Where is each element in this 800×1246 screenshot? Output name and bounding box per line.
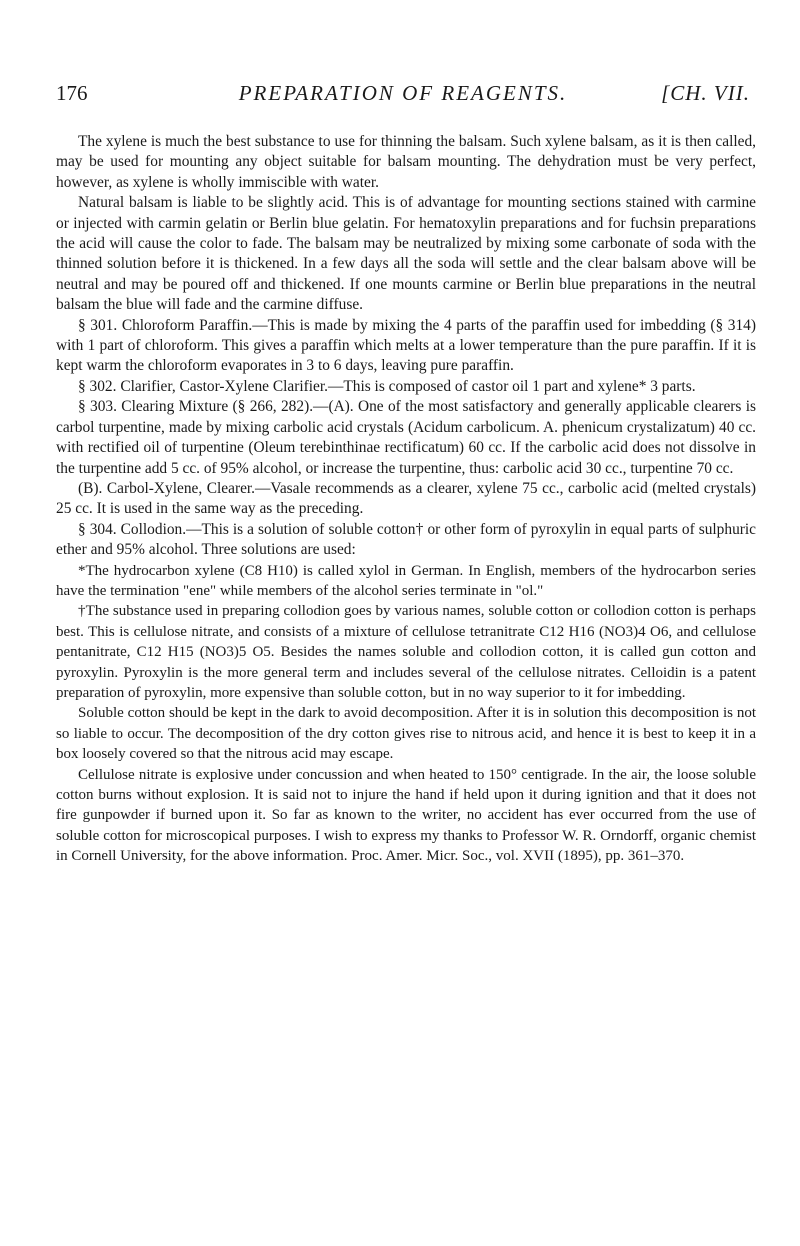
running-title: PREPARATION OF REAGENTS. [238, 81, 568, 105]
paragraph: § 301. Chloroform Paraffin.—This is made by mixing the 4 parts of the paraffin used for imbedding (§ 314) with 1 part of chloroform. This gives a paraffin which melts at a lower temperature than the pure paraffin. If it is kept warm the chloroform evaporates in 3 to 6 days, leaving pure paraffin. [56, 316, 756, 375]
body-text [56, 132, 756, 867]
paragraph: (B). Carbol-Xylene, Clearer.—Vasale recommends as a clearer, xylene 75 cc., carbolic acid (melted crystals) 25 cc. It is used in the same way as the preceding. [56, 479, 756, 518]
chapter-label: [CH. VII. [661, 81, 750, 105]
paragraph: § 303. Clearing Mixture (§ 266, 282).—(A). One of the most satisfactory and generally applicable clearers is carbol turpentine, made by mixing carbolic acid crystals (Acidum carbolicum. A. phenicum crystalizatum) 40 cc. with rectified oil of turpentine (Oleum terebinthinae rectificatum) 60 cc. If the carbolic acid does not dissolve in the turpentine add 5 cc. of 95% alcohol, or increase the turpentine, thus: carbolic acid 30 cc., turpentine 70 cc. [56, 398, 756, 477]
paragraph: § 302. Clarifier, Castor-Xylene Clarifier.—This is composed of castor oil 1 part and xylene* 3 parts. [78, 377, 696, 395]
page-number: 176 [56, 81, 88, 105]
footnote: *The hydrocarbon xylene (C8 H10) is called xylol in German. In English, members of the hydrocarbon series have the termination "ene" while members of the alcohol series terminate in "ol." [56, 562, 756, 599]
footnote: †The substance used in preparing collodion goes by various names, soluble cotton or collodion cotton is perhaps best. This is cellulose nitrate, and consists of a mixture of cellulose tetranitrate C12 H16 (NO3)4 O6, and cellulose pentanitrate, C12 H15 (NO3)5 O5. Besides the names soluble and collodion cotton, it is called gun cotton and pyroxylin. Pyroxylin is the more general term and includes several of the cellulose nitrates. Celloidin is a patent preparation of pyroxylin, more expensive than soluble cotton, but in no way superior to it for imbedding. [56, 603, 756, 701]
footnote: Cellulose nitrate is explosive under concussion and when heated to 150° centigrade. In the air, the loose soluble cotton burns without explosion. It is said not to injure the hand if held upon it during ignition and that it does not fire gunpowder if burned upon it. So far as known to the writer, no accident has ever occurred from the use of soluble cotton for microscopical purposes. I wish to express my thanks to Professor W. R. Orndorff, organic chemist in Cornell University, for the above information. Proc. Amer. Micr. Soc., vol. XVII (1895), pp. 361–370. [56, 766, 756, 865]
paragraph: Natural balsam is liable to be slightly acid. This is of advantage for mounting sections stained with carmine or injected with carmin gelatin or Berlin blue gelatin. For hematoxylin preparations and for fuchsin preparations the acid will cause the color to fade. The balsam may be neutralized by mixing some carbonate of soda with the thinned solution before it is thickened. In a few days all the soda will settle and the clear balsam above will be neutral and may be poured off and thickened. If one mounts carmine or Berlin blue preparations in the neutral balsam the blue will fade and the carmine diffuse. [56, 194, 756, 314]
footnote: Soluble cotton should be kept in the dark to avoid decomposition. After it is in solution this decomposition is not so liable to occur. The decomposition of the dry cotton gives rise to nitrous acid, and hence it is best to keep it in a box loosely covered so that the nitrous acid may escape. [56, 705, 756, 763]
paragraph: § 304. Collodion.—This is a solution of soluble cotton† or other form of pyroxylin in equal parts of sulphuric ether and 95% alcohol. Three solutions are used: [56, 520, 756, 559]
running-header [56, 78, 750, 108]
paragraph: The xylene is much the best substance to use for thinning the balsam. Such xylene balsam, as it is then called, may be used for mounting any object suitable for balsam mounting. The dehydration must be very perfect, however, as xylene is wholly immiscible with water. [56, 133, 756, 191]
